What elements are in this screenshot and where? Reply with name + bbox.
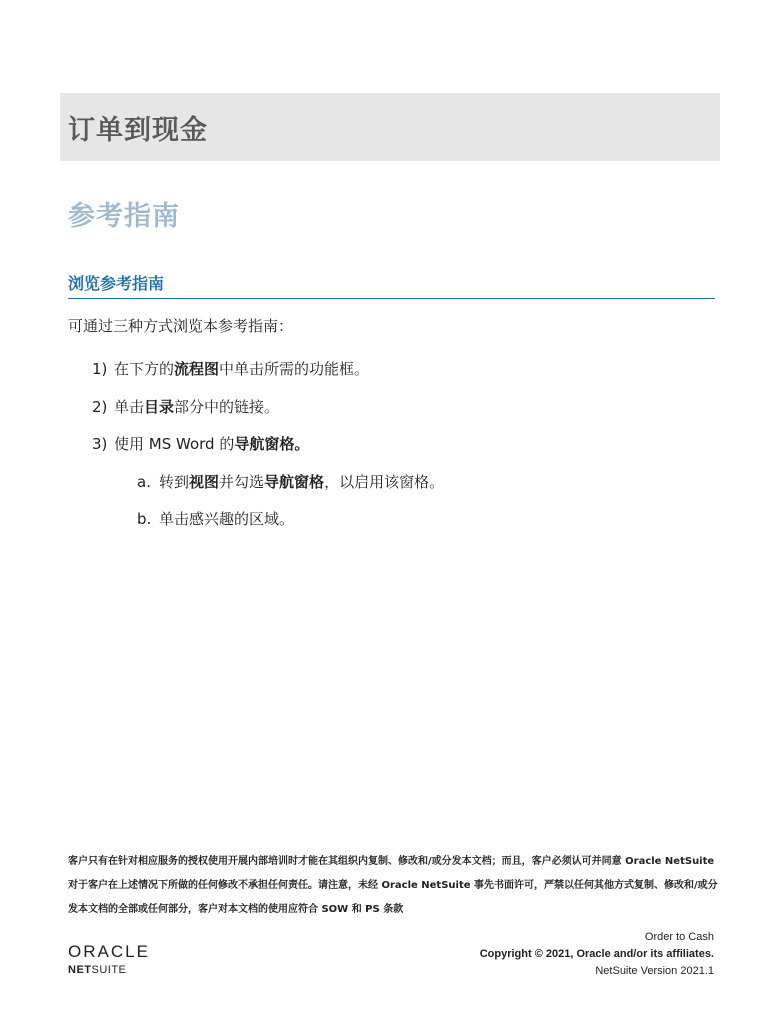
step-text: 部分中的链接。 bbox=[174, 398, 280, 416]
copyright-text: Copyright © 2021, Oracle and/or its affiliates. bbox=[479, 948, 714, 960]
netsuite-wordmark bbox=[68, 964, 150, 976]
step-number: 3) bbox=[92, 435, 108, 453]
step-text: 单击 bbox=[114, 398, 145, 416]
substep-text: 转到 bbox=[159, 473, 190, 491]
step-2 bbox=[92, 396, 279, 417]
document-title: 订单到现金 bbox=[68, 115, 208, 146]
title-band bbox=[60, 93, 720, 161]
step-text: 在下方的 bbox=[114, 360, 175, 378]
step-1 bbox=[92, 358, 369, 379]
netsuite-wordmark-rest: SUITE bbox=[91, 964, 127, 976]
notice-line: 发本文档的全部或任何部分，客户对本文档的使用应符合 SOW 和 PS 条款 bbox=[68, 904, 404, 915]
step-3 bbox=[92, 433, 309, 454]
notice-line: 对于客户在上述情况下所做的任何修改不承担任何责任。请注意，未经 Oracle NetSuite 事先书面许可，严禁以任何其他方式复制、修改和/或分 bbox=[68, 880, 718, 891]
substep-letter: a. bbox=[137, 473, 151, 491]
usage-notice bbox=[68, 850, 718, 922]
substep-text: ，以启用该窗格。 bbox=[324, 473, 445, 491]
document-subtitle: 参考指南 bbox=[68, 201, 180, 232]
oracle-netsuite-logo bbox=[68, 943, 150, 976]
step-bold-term: 目录 bbox=[144, 398, 175, 416]
substep-text: 并勾选 bbox=[219, 473, 265, 491]
step-text: 中单击所需的功能框。 bbox=[219, 360, 370, 378]
substep-b bbox=[137, 508, 294, 529]
doc-name: Order to Cash bbox=[644, 931, 714, 943]
netsuite-wordmark-bold: NET bbox=[68, 964, 92, 976]
substep-a bbox=[137, 471, 444, 492]
substep-bold-term: 导航窗格 bbox=[264, 473, 325, 491]
section-heading: 浏览参考指南 bbox=[68, 274, 165, 293]
substep-bold-term: 视图 bbox=[189, 473, 220, 491]
intro-text: 可通过三种方式浏览本参考指南： bbox=[68, 317, 294, 335]
version-text: NetSuite Version 2021.1 bbox=[595, 965, 714, 977]
step-number: 2) bbox=[92, 398, 108, 416]
step-bold-term: 导航窗格。 bbox=[234, 435, 310, 453]
step-text: 使用 MS Word 的 bbox=[114, 435, 235, 453]
section-header bbox=[68, 271, 715, 299]
substep-text: 单击感兴趣的区域。 bbox=[159, 510, 295, 528]
step-number: 1) bbox=[92, 360, 108, 378]
notice-line: 客户只有在针对相应服务的授权使用开展内部培训时才能在其组织内复制、修改和/或分发本文档；而且，客户必须认可并同意 Oracle NetSuite bbox=[68, 856, 715, 867]
substep-letter: b. bbox=[137, 510, 152, 528]
step-bold-term: 流程图 bbox=[174, 360, 220, 378]
document-meta bbox=[480, 929, 714, 980]
oracle-wordmark: ORACLE bbox=[68, 942, 150, 961]
